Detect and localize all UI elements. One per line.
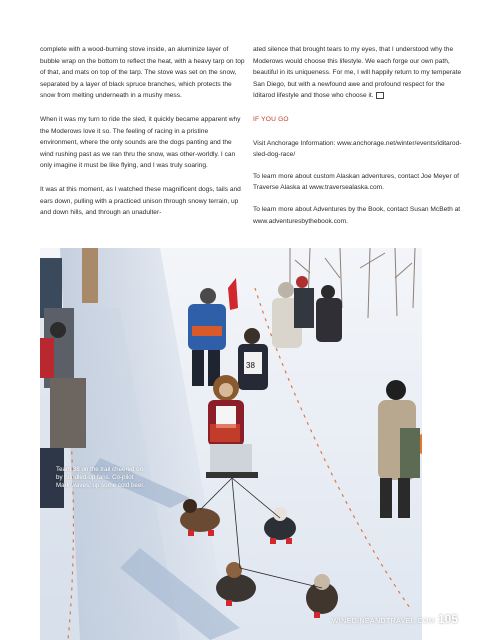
svg-text:38: 38 [246, 361, 255, 370]
article-paragraph: complete with a wood-burning stove inside, an aluminize layer of bubble wrap on the bottom to reflect the heat, with a heavy tarp on top of that, and mats on top of the tarp. The stove was set on the snow, separated by a layer of black spruce branches, which protects the snow from melting underneath in a mushy mess. [40, 46, 245, 100]
page-number: 105 [437, 612, 458, 626]
right-text-column [253, 44, 463, 237]
article-paragraph [253, 44, 463, 102]
info-line-anchorage: Visit Anchorage Information: www.anchorage.net/winter/events/iditarod-sled-dog-race/ [253, 139, 462, 159]
closing-paragraph-text: ated silence that brought tears to my eyes, that I understood why the Moderows would choose this lifestyle. We each forge our own path, beautiful in its uniqueness. For me, I will happily return to my temperate San Diego, but with a newfound awe and profound respect for the Iditarod lifestyle and those who choose it. [253, 46, 462, 100]
dog-sled-photo [40, 248, 422, 640]
article-paragraph: When it was my turn to ride the sled, it quickly became apparent why the Moderows love it so. The feeling of racing in a pristine environment, where the only sounds are the dogs panting and the wind rushing past as we ran thru the snow, was other-worldly. I can only imagine it must be like flying, and I was truly soaring. [40, 115, 241, 170]
info-line-adventures-by-the-book: To learn more about Adventures by the Book, contact Susan McBeth at www.adventuresbythebook.com. [253, 205, 461, 225]
info-heading: IF YOU GO [253, 115, 289, 123]
site-url[interactable]: WINEDINEANDTRAVEL.COM [331, 618, 435, 625]
left-text-column [40, 44, 245, 231]
photo-caption: Team 38 on the trail cheered on by bundled-up fans. Co-pilot Mark waves, up some cold beer. [56, 466, 145, 489]
info-line-traverse-alaska: To learn more about custom Alaskan adventures, contact Joe Meyer of Traverse Alaska at www.traversealaska.com. [253, 172, 459, 192]
article-paragraph: It was at this moment, as I watched these magnificent dogs, tails and ears down, pulling with a practiced unison through snowy terrain, up and down hills, and through an unadulter- [40, 185, 241, 217]
page-footer [332, 612, 458, 626]
end-of-article-icon [376, 92, 384, 99]
